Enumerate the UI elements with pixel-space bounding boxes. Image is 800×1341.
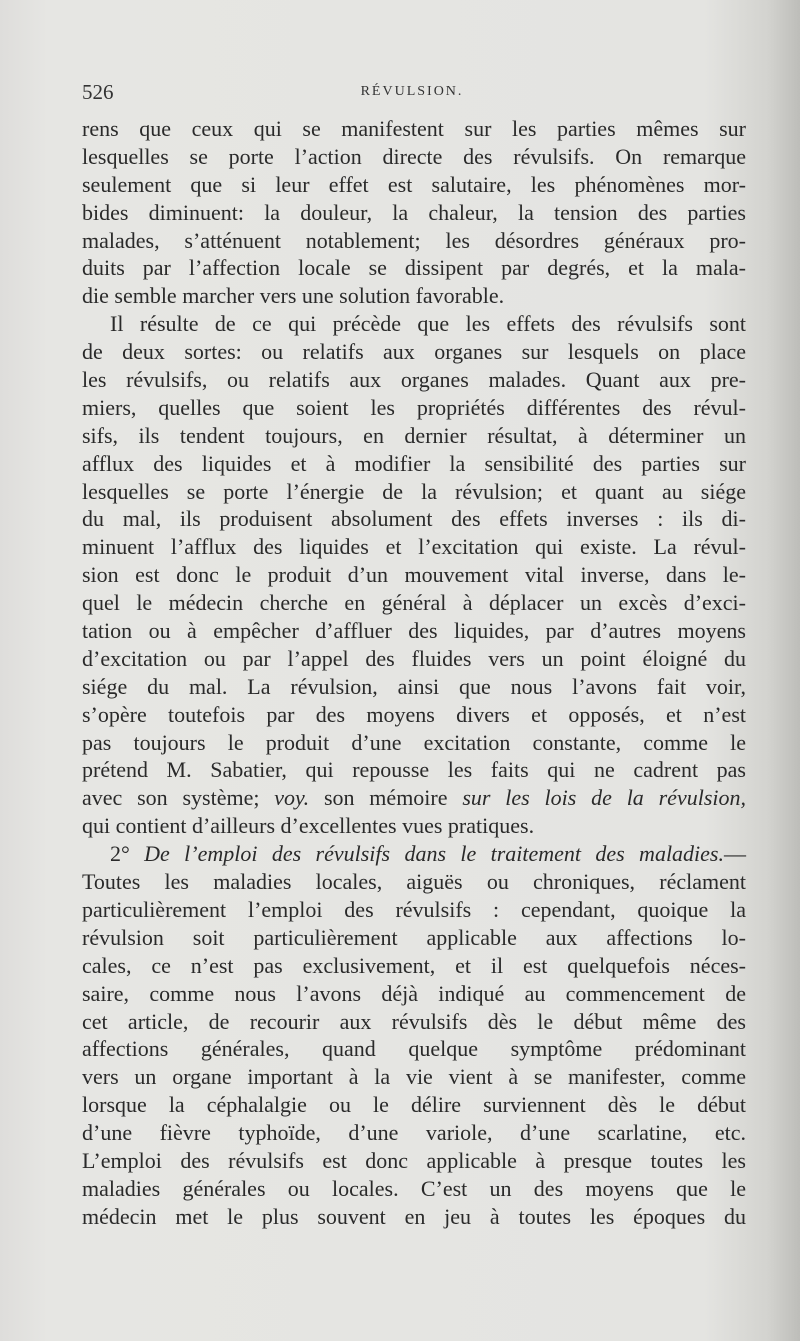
text-line: tation ou à empêcher d’affluer des liquides, par d’autres moyens [82,618,746,644]
section-number: 2° [110,841,130,867]
text-line: siége du mal. La révulsion, ainsi que nous l’avons fait voir, [82,673,746,699]
text-line: lesquelles se porte l’action directe des révulsifs. On remarque [82,143,746,169]
text-line: vers un organe important à la vie vient à se manifester, comme [82,1064,746,1090]
text-line: quel le médecin cherche en général à déplacer un excès d’exci- [82,590,746,616]
text-line: s’opère toutefois par des moyens divers et opposés, et n’est [82,701,746,727]
page-header [82,80,742,110]
text-line: malades, s’atténuent notablement; les désordres généraux pro- [82,227,746,253]
section-title: De l’emploi des révulsifs dans le traitement des maladies. [144,841,724,867]
text-line: minuent l’afflux des liquides et l’excitation qui existe. La révul- [82,534,746,560]
text-line: sion est donc le produit d’un mouvement vital inverse, dans le- [82,562,746,588]
text-line: les révulsifs, ou relatifs aux organes malades. Quant aux pre- [82,367,746,393]
text-line: saire, comme nous l’avons déjà indiqué au commencement de [82,980,746,1006]
text-line: de deux sortes: ou relatifs aux organes sur lesquels on place [82,339,746,365]
text-line: d’une fièvre typhoïde, d’une variole, d’une scarlatine, etc. [82,1120,746,1146]
text-line: maladies générales ou locales. C’est un des moyens que le [82,1175,746,1201]
text-line: L’emploi des révulsifs est donc applicable à presque toutes les [82,1147,746,1173]
text-line: cales, ce n’est pas exclusivement, et il est quelquefois néces- [82,952,746,978]
page-number: 526 [82,80,114,104]
text-line: duits par l’affection locale se dissipent par degrés, et la mala- [82,255,746,281]
text-line: miers, quelles que soient les propriétés différentes des révul- [82,394,746,420]
text-line: Toutes les maladies locales, aiguës ou chroniques, réclament [82,869,746,895]
text-line: die semble marcher vers une solution favorable. [82,283,505,309]
text-line: afflux des liquides et à modifier la sensibilité des parties sur [82,450,746,476]
text-line: révulsion soit particulièrement applicable aux affections lo- [82,924,746,950]
text-line: pas toujours le produit d’une excitation constante, comme le [82,729,746,755]
memoire-label: son mémoire [323,785,448,811]
body-text [82,115,746,1231]
text-line: lorsque la céphalalgie ou le délire surviennent dès le début [82,1092,746,1118]
citation-lead: avec son système; [82,785,260,811]
paragraph-first-line: Il résulte de ce qui précède que les effets des révulsifs sont [110,311,746,337]
text-line: prétend M. Sabatier, qui repousse les faits qui ne cadrent pas [82,757,746,783]
text-line: sifs, ils tendent toujours, en dernier résultat, à déterminer un [82,422,746,448]
voy-abbrev: voy. [274,785,310,811]
text-line: rens que ceux qui se manifestent sur les parties mêmes sur [82,116,746,141]
running-head: RÉVULSION. [360,84,464,99]
text-line: affections générales, quand quelque symptôme prédominant [82,1036,746,1062]
text-line: qui contient d’ailleurs d’excellentes vues pratiques. [82,813,535,839]
text-line: du mal, ils produisent absolument des effets inverses : ils di- [82,506,746,532]
text-line: particulièrement l’emploi des révulsifs : cependant, quoique la [82,896,746,922]
citation-line [82,784,746,812]
text-line: cet article, de recourir aux révulsifs dès le début même des [82,1008,746,1034]
text-line: lesquelles se porte l’énergie de la révulsion; et quant au siége [82,478,746,504]
text-line: bides diminuent: la douleur, la chaleur, la tension des parties [82,199,746,225]
text-line: d’excitation ou par l’appel des fluides vers un point éloigné du [82,645,746,671]
text-line: médecin met le plus souvent en jeu à toutes les époques du [82,1203,746,1229]
text-line: seulement que si leur effet est salutaire, les phénomènes mor- [82,171,746,197]
em-dash: — [724,841,746,867]
memoire-title: sur les lois de la révulsion, [462,785,746,811]
section-heading-line [82,840,746,868]
